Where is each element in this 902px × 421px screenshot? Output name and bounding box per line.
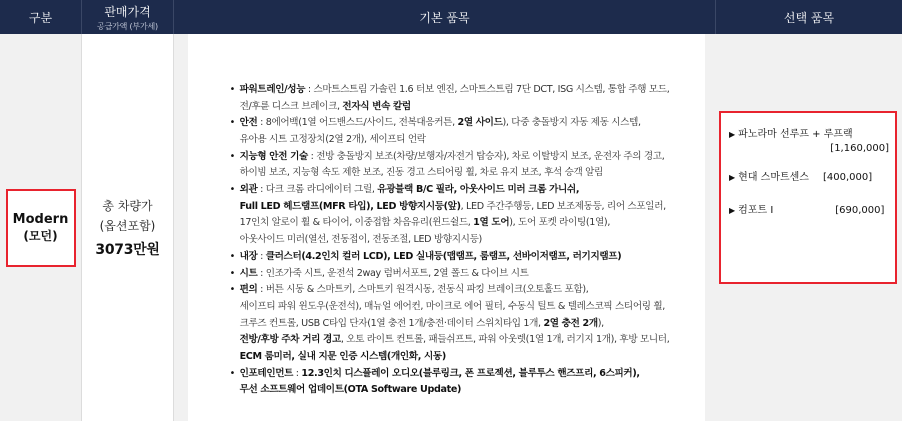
feature-safety: • 안전 : 8에어백(1열 어드밴스드/사이드, 전복대응커튼, 2열 사이드), 다중 충돌방지 자동 제동 시스템, 유아용 시트 고정장치(2열 2개), 세이프티 언락: [230, 115, 670, 148]
header-basic-items: [174, 0, 716, 34]
feature-text: 세이프티 파워 윈도우(운전석), 매뉴얼 에어컨, 마이크로 에어 필터, 수동식 틸트 & 텔레스코픽 스티어링 휠,: [239, 300, 665, 312]
feature-exterior: • 외관 : 다크 크롬 라디에이터 그릴, 유광블랙 B/C 필라, 아웃사이드 미러 크롬 가니쉬, Full LED 헤드램프(MFR 타입), LED 방향지시등(앞), LED 주간주행등, LED 보조제동등, 리어 스포일러, 17인치 알로이 휠 & 타이어, 이중접합 차음유리(윈드쉴드, 1열 도어), 도어 포켓 라이팅(1열), 아웃사이드 미러(열선, 전동접이, 전동조절, LED 방향지시등): [230, 182, 670, 249]
header-price-sub: 공급가액 (부가세): [97, 21, 158, 31]
feature-bold: 전자식 변속 칼럼: [342, 100, 411, 112]
triangle-right-icon: ▶: [729, 206, 736, 215]
option-name: 파노라마 선루프 + 루프랙: [738, 129, 853, 140]
basic-items-cell: [188, 34, 705, 421]
header-price-label: 판매가격: [104, 4, 151, 19]
feature-text: 아웃사이드 미러(열선, 전동접이, 전동조절, LED 방향지시등): [239, 234, 482, 246]
option-name: 현대 스마트센스: [738, 172, 809, 183]
feature-key: 외관: [239, 184, 258, 196]
option-price: [400,000]: [822, 172, 873, 183]
feature-infotainment: • 인포테인먼트 : 12.3인치 디스플레이 오디오(블루링크, 폰 프로젝션, 블루투스 핸즈프리, 6스피커), 무선 소프트웨어 업데이트(OTA Software Update): [230, 366, 670, 399]
feature-text: 전방 충돌방지 보조(차량/보행자/자전거 탑승자), 차로 이탈방지 보조, 운전자 주의 경고,: [316, 150, 665, 162]
triangle-right-icon: ▶: [729, 130, 736, 139]
feature-text: 버튼 시동 & 스마트키, 스마트키 원격시동, 전동식 파킹 브레이크(오토홀드 포함),: [265, 284, 589, 296]
model-name-ko: (모던): [23, 228, 58, 243]
model-cell: [0, 34, 82, 421]
model-name: Modern: [12, 211, 69, 227]
header-options-label: 선택 품목: [783, 10, 835, 25]
feature-powertrain: • 파워트레인/성능 : 스마트스트림 가솔린 1.6 터보 엔진, 스마트스트림 7단 DCT, ISG 시스템, 통합 주행 모드, 전/후륜 디스크 브레이크, 전자식 변속 칼럼: [230, 82, 670, 115]
option-price: [1,160,000]: [830, 143, 889, 154]
feature-convenience: • 편의 : 버튼 시동 & 스마트키, 스마트키 원격시동, 전동식 파킹 브레이크(오토홀드 포함), 세이프티 파워 윈도우(운전석), 매뉴얼 에어컨, 마이크로 에어 필터, 수동식 틸트 & 텔레스코픽 스티어링 휠, 크루즈 컨트롤, USB C타입 단자(1열 충전 1개/충전·데이터 스위치타입 1개, 2열 충전 2개), 전방/후방 주차 거리 경고, 오토 라이트 컨트롤, 패들쉬프트, 파워 아웃렛(1열 1개, 러기지 1개), 후방 모니터, ECM 룸미러, 실내 지문 인증 시스템(개인화, 시동): [230, 282, 670, 366]
feature-bold: 2열 사이드: [457, 117, 503, 129]
feature-text: 유아용 시트 고정장치(2열 2개), 세이프티 언락: [239, 133, 426, 145]
feature-bold: 1열 도어: [473, 217, 510, 229]
option-name: 컴포트 I: [738, 205, 774, 216]
option-item: [729, 125, 889, 154]
price-option-note: (옵션포함): [99, 218, 156, 233]
feature-seat: • 시트 : 인조가죽 시트, 운전석 2way 럼버서포트, 2열 폴드 & 다이브 시트: [230, 266, 670, 283]
feature-text: ),: [597, 317, 604, 329]
options-cell: [716, 34, 902, 421]
feature-text: 17인치 알로이 휠 & 타이어, 이중접합 차음유리(윈드쉴드,: [239, 217, 474, 229]
feature-key: 지능형 안전 기술: [239, 150, 308, 162]
header-options: [716, 0, 902, 34]
price-cell: [82, 34, 174, 421]
feature-bold: 12.3인치 디스플레이 오디오(블루링크, 폰 프로젝션, 블루투스 핸즈프리, 6스피커),: [301, 367, 640, 379]
price-label: 총 차량가: [102, 198, 153, 213]
feature-bold: 전방/후방 주차 거리 경고: [239, 334, 341, 346]
feature-bold: 클러스터(4.2인치 컬러 LCD), LED 실내등(맵램프, 룸램프, 선바이저램프, 러기지램프): [265, 250, 622, 262]
feature-key: 시트: [239, 267, 258, 279]
feature-list: [230, 82, 670, 399]
option-item: [729, 201, 889, 216]
feature-text: 스마트스트림 가솔린 1.6 터보 엔진, 스마트스트림 7단 DCT, ISG 시스템, 통합 주행 모드,: [313, 83, 670, 95]
feature-bold: 무선 소프트웨어 업데이트(OTA Software Update): [239, 384, 462, 396]
header-basic-items-label: 기본 품목: [419, 10, 470, 25]
feature-text: 인조가죽 시트, 운전석 2way 럼버서포트, 2열 폴드 & 다이브 시트: [265, 267, 529, 279]
feature-key: 편의: [239, 284, 258, 296]
gutter-right: [705, 34, 716, 421]
model-highlight: [6, 189, 76, 267]
feature-text: , 오토 라이트 컨트롤, 패들쉬프트, 파워 아웃렛(1열 1개, 러기지 1개), 후방 모니터,: [340, 334, 670, 346]
feature-interior: • 내장 : 클러스터(4.2인치 컬러 LCD), LED 실내등(맵램프, 룸램프, 선바이저램프, 러기지램프): [230, 249, 670, 266]
feature-text: ), 도어 포켓 라이팅(1열),: [509, 217, 611, 229]
price-total: 3073만원: [95, 241, 160, 258]
feature-text: 하이빔 보조, 지능형 속도 제한 보조, 진동 경고 스티어링 휠, 차로 유지 보조, 후석 승객 알림: [239, 167, 603, 179]
triangle-right-icon: ▶: [729, 173, 736, 182]
feature-text: 전/후륜 디스크 브레이크,: [239, 100, 343, 112]
feature-key: 파워트레인/성능: [239, 83, 306, 95]
feature-text: ), 다중 충돌방지 자동 제동 시스템,: [502, 117, 641, 129]
gutter-left: [174, 34, 188, 421]
header-price: [82, 0, 174, 34]
feature-bold: 유광블랙 B/C 필라, 아웃사이드 미러 크롬 가니쉬,: [377, 184, 580, 196]
feature-text: 8에어백(1열 어드밴스드/사이드, 전복대응커튼,: [265, 117, 458, 129]
feature-key: 인포테인먼트: [239, 367, 294, 379]
feature-intelligent-safety: • 지능형 안전 기술 : 전방 충돌방지 보조(차량/보행자/자전거 탑승자), 차로 이탈방지 보조, 운전자 주의 경고, 하이빔 보조, 지능형 속도 제한 보조, 진동 경고 스티어링 휠, 차로 유지 보조, 후석 승객 알림: [230, 149, 670, 182]
feature-key: 안전: [239, 117, 258, 129]
feature-key: 내장: [239, 250, 258, 262]
option-item: [729, 168, 889, 183]
option-price: [690,000]: [835, 205, 885, 216]
header-category: [0, 0, 82, 34]
feature-bold: Full LED 헤드램프(MFR 타입), LED 방향지시등(앞): [239, 200, 461, 212]
header-category-label: 구분: [28, 10, 53, 25]
feature-text: , LED 주간주행등, LED 보조제동등, 리어 스포일러,: [460, 200, 666, 212]
options-highlight: [719, 111, 897, 284]
feature-text: 크루즈 컨트롤, USB C타입 단자(1열 충전 1개/충전·데이터 스위치타입 1개,: [239, 317, 544, 329]
feature-bold: 2열 충전 2개: [543, 317, 598, 329]
feature-text: 다크 크롬 라디에이터 그릴,: [265, 184, 378, 196]
feature-bold: ECM 룸미러, 실내 지문 인증 시스템(개인화, 시동): [239, 351, 446, 363]
